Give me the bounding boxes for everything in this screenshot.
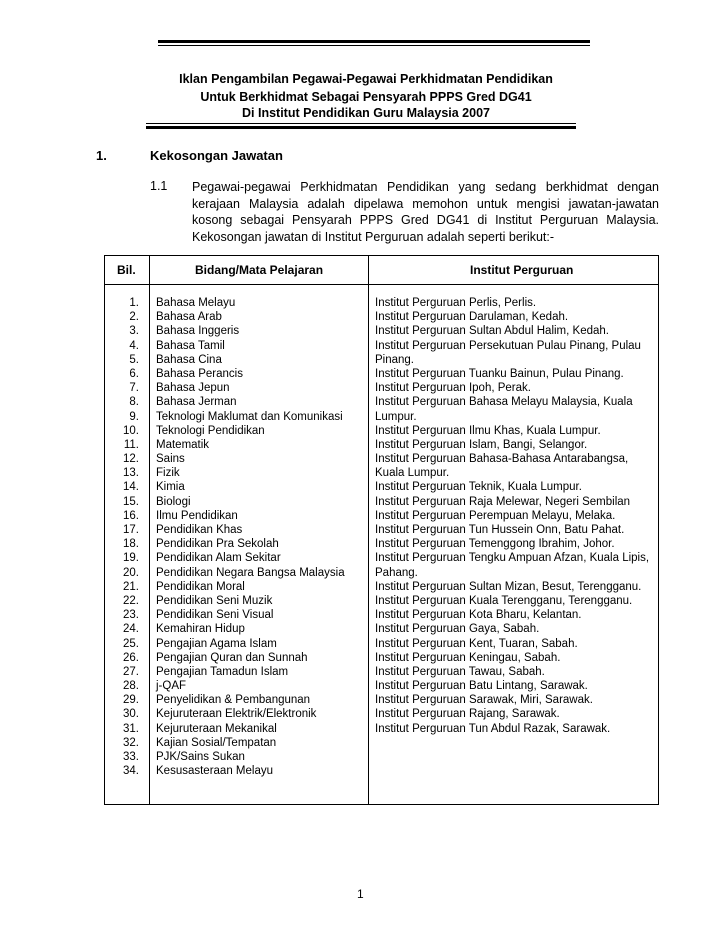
- section-title: Kekosongan Jawatan: [150, 148, 283, 163]
- subject-item: Kimia: [156, 481, 185, 494]
- header-bil: Bil.: [117, 263, 136, 277]
- row-number: 17.: [123, 524, 139, 536]
- bottom-rule-thin: [146, 123, 576, 124]
- row-number: 1.: [129, 297, 139, 309]
- row-number: 9.: [129, 410, 139, 423]
- subject-item: Sains: [156, 453, 185, 466]
- row-number: 26.: [123, 651, 139, 664]
- subject-item: Pendidikan Khas: [156, 524, 243, 536]
- row-number: 33.: [123, 751, 139, 763]
- top-rule-thin: [158, 45, 590, 46]
- institute-item: Institut Perguruan Sarawak, Miri, Sarawak.: [375, 694, 593, 707]
- row-number: 6.: [129, 367, 139, 380]
- subject-item: Bahasa Jerman: [156, 396, 237, 409]
- row-number: 31.: [123, 722, 139, 735]
- column-divider-1: [149, 256, 150, 804]
- title-line-1: Iklan Pengambilan Pegawai-Pegawai Perkhidmatan Pendidikan: [179, 72, 553, 86]
- subject-item: Pengajian Quran dan Sunnah: [156, 651, 308, 664]
- subject-column: [156, 296, 345, 778]
- subject-item: Matematik: [156, 438, 210, 451]
- bottom-rule-thick: [146, 126, 576, 129]
- title-line-2: Untuk Berkhidmat Sebagai Pensyarah PPPS Gred DG41: [200, 90, 532, 104]
- header-subject: Bidang/Mata Pelajaran: [195, 263, 324, 277]
- subject-item: Kemahiran Hidup: [156, 623, 245, 636]
- subject-item: Teknologi Maklumat dan Komunikasi: [156, 410, 343, 423]
- institute-item: Institut Perguruan Kent, Tuaran, Sabah.: [375, 637, 578, 650]
- institute-item: Institut Perguruan Sultan Abdul Halim, Kedah.: [375, 325, 609, 338]
- subject-item: Bahasa Arab: [156, 311, 222, 324]
- row-number: 20.: [123, 566, 139, 579]
- row-number: 5.: [129, 353, 139, 366]
- institute-item: Institut Perguruan Darulaman, Kedah.: [375, 311, 569, 324]
- institute-item: Institut Perguruan Ilmu Khas, Kuala Lumpur.: [375, 424, 601, 437]
- row-number: 12.: [123, 453, 139, 466]
- subject-item: Ilmu Pendidikan: [156, 509, 238, 522]
- institute-item: Pinang.: [375, 353, 415, 366]
- institute-item: Institut Perguruan Raja Melewar, Negeri Sembilan: [375, 495, 631, 508]
- institute-item: Institut Perguruan Tun Hussein Onn, Batu Pahat.: [375, 524, 625, 536]
- subject-item: Pengajian Agama Islam: [156, 637, 277, 650]
- subject-item: Pendidikan Alam Sekitar: [156, 552, 281, 565]
- subject-item: Bahasa Inggeris: [156, 325, 240, 338]
- institute-item: Pahang.: [375, 566, 418, 579]
- subsection-number: 1.1: [150, 179, 168, 193]
- subject-item: Pendidikan Pra Sekolah: [156, 538, 279, 551]
- institute-item: Institut Perguruan Bahasa Melayu Malaysia, Kuala: [375, 396, 633, 409]
- subject-item: Penyelidikan & Pembangunan: [156, 694, 311, 707]
- row-number: 23.: [123, 609, 139, 622]
- institute-item: Lumpur.: [375, 410, 417, 423]
- number-column: [105, 296, 149, 778]
- institute-item: Institut Perguruan Perempuan Melayu, Melaka.: [375, 509, 616, 522]
- institute-item: Institut Perguruan Kota Bharu, Kelantan.: [375, 609, 582, 622]
- row-number: 15.: [123, 495, 139, 508]
- subject-item: Fizik: [156, 467, 180, 480]
- institute-item: Institut Perguruan Keningau, Sabah.: [375, 651, 561, 664]
- subject-item: Pendidikan Moral: [156, 580, 245, 593]
- institute-item: Institut Perguruan Persekutuan Pulau Pinang, Pulau: [375, 339, 641, 352]
- row-number: 25.: [123, 637, 139, 650]
- subject-item: Kejuruteraan Mekanikal: [156, 722, 277, 735]
- row-number: 11.: [123, 438, 139, 451]
- row-number: 8.: [129, 396, 139, 409]
- row-number: 27.: [123, 665, 139, 678]
- subject-item: Teknologi Pendidikan: [156, 424, 265, 437]
- institute-column: [375, 296, 649, 736]
- subject-item: PJK/Sains Sukan: [156, 751, 245, 763]
- subject-item: Pengajian Tamadun Islam: [156, 665, 289, 678]
- row-number: 28.: [123, 680, 139, 693]
- subject-item: Pendidikan Seni Muzik: [156, 594, 273, 607]
- row-number: 3.: [129, 325, 139, 338]
- row-number: 30.: [123, 708, 139, 721]
- institute-item: Institut Perguruan Gaya, Sabah.: [375, 623, 540, 636]
- row-number: 32.: [123, 736, 139, 749]
- institute-item: Institut Perguruan Tengku Ampuan Afzan, Kuala Lipis,: [375, 552, 650, 565]
- column-divider-2: [368, 256, 369, 804]
- institute-item: Institut Perguruan Perlis, Perlis.: [375, 297, 537, 309]
- row-number: 18.: [123, 538, 139, 551]
- title-line-3: Di Institut Pendidikan Guru Malaysia 2007: [242, 106, 490, 120]
- subject-item: Kesusasteraan Melayu: [156, 765, 273, 778]
- subsection-paragraph: Pegawai-pegawai Perkhidmatan Pendidikan yang sedang berkhidmat dengan kerajaan Malaysia adalah dipelawa memohon untuk mengisi jawatan-jawatan kosong sebagai Pensyarah PPPS Gred DG41 di Institut Perguruan Malaysia. Kekosongan jawatan di Institut Perguruan adalah seperti berikut:-: [192, 180, 659, 244]
- subject-item: Bahasa Cina: [156, 353, 222, 366]
- row-number: 10.: [123, 424, 139, 437]
- subject-item: j-QAF: [156, 680, 187, 693]
- header-institute: Institut Perguruan: [470, 263, 574, 277]
- institute-item: Institut Perguruan Bahasa-Bahasa Antarabangsa,: [375, 453, 629, 466]
- subject-item: Kejuruteraan Elektrik/Elektronik: [156, 708, 317, 721]
- row-number: 13.: [123, 467, 139, 480]
- row-number: 7.: [129, 382, 139, 395]
- section-number: 1.: [96, 148, 107, 163]
- subject-item: Kajian Sosial/Tempatan: [156, 736, 277, 749]
- page-number: 1: [357, 887, 364, 901]
- row-number: 16.: [123, 509, 139, 522]
- row-number: 19.: [123, 552, 139, 565]
- row-number: 24.: [123, 623, 139, 636]
- institute-item: Institut Perguruan Kuala Terengganu, Terengganu.: [375, 594, 633, 607]
- institute-item: Institut Perguruan Temenggong Ibrahim, Johor.: [375, 538, 615, 551]
- subject-item: Pendidikan Seni Visual: [156, 609, 274, 622]
- institute-item: Institut Perguruan Sultan Mizan, Besut, Terengganu.: [375, 580, 642, 593]
- institute-item: Institut Perguruan Teknik, Kuala Lumpur.: [375, 481, 582, 494]
- row-number: 4.: [129, 339, 139, 352]
- institute-item: Institut Perguruan Tuanku Bainun, Pulau Pinang.: [375, 367, 624, 380]
- row-number: 29.: [123, 694, 139, 707]
- row-number: 22.: [123, 594, 139, 607]
- subject-item: Pendidikan Negara Bangsa Malaysia: [156, 566, 345, 579]
- institute-item: Kuala Lumpur.: [375, 467, 450, 480]
- vacancy-table: [104, 255, 659, 805]
- row-number: 21.: [123, 580, 139, 593]
- subject-item: Bahasa Jepun: [156, 382, 230, 395]
- subject-item: Bahasa Perancis: [156, 367, 243, 380]
- subject-item: Bahasa Melayu: [156, 297, 236, 309]
- institute-item: Institut Perguruan Ipoh, Perak.: [375, 382, 531, 395]
- header-divider: [105, 284, 658, 285]
- row-number: 34.: [123, 765, 139, 778]
- subject-item: Bahasa Tamil: [156, 339, 225, 352]
- institute-item: Institut Perguruan Islam, Bangi, Selangor.: [375, 438, 588, 451]
- top-rule-thick: [158, 40, 590, 43]
- institute-item: Institut Perguruan Rajang, Sarawak.: [375, 708, 560, 721]
- institute-item: Institut Perguruan Tun Abdul Razak, Sarawak.: [375, 722, 611, 735]
- institute-item: Institut Perguruan Batu Lintang, Sarawak.: [375, 680, 588, 693]
- institute-item: Institut Perguruan Tawau, Sabah.: [375, 665, 545, 678]
- row-number: 14.: [123, 481, 139, 494]
- subject-item: Biologi: [156, 495, 191, 508]
- row-number: 2.: [129, 311, 139, 324]
